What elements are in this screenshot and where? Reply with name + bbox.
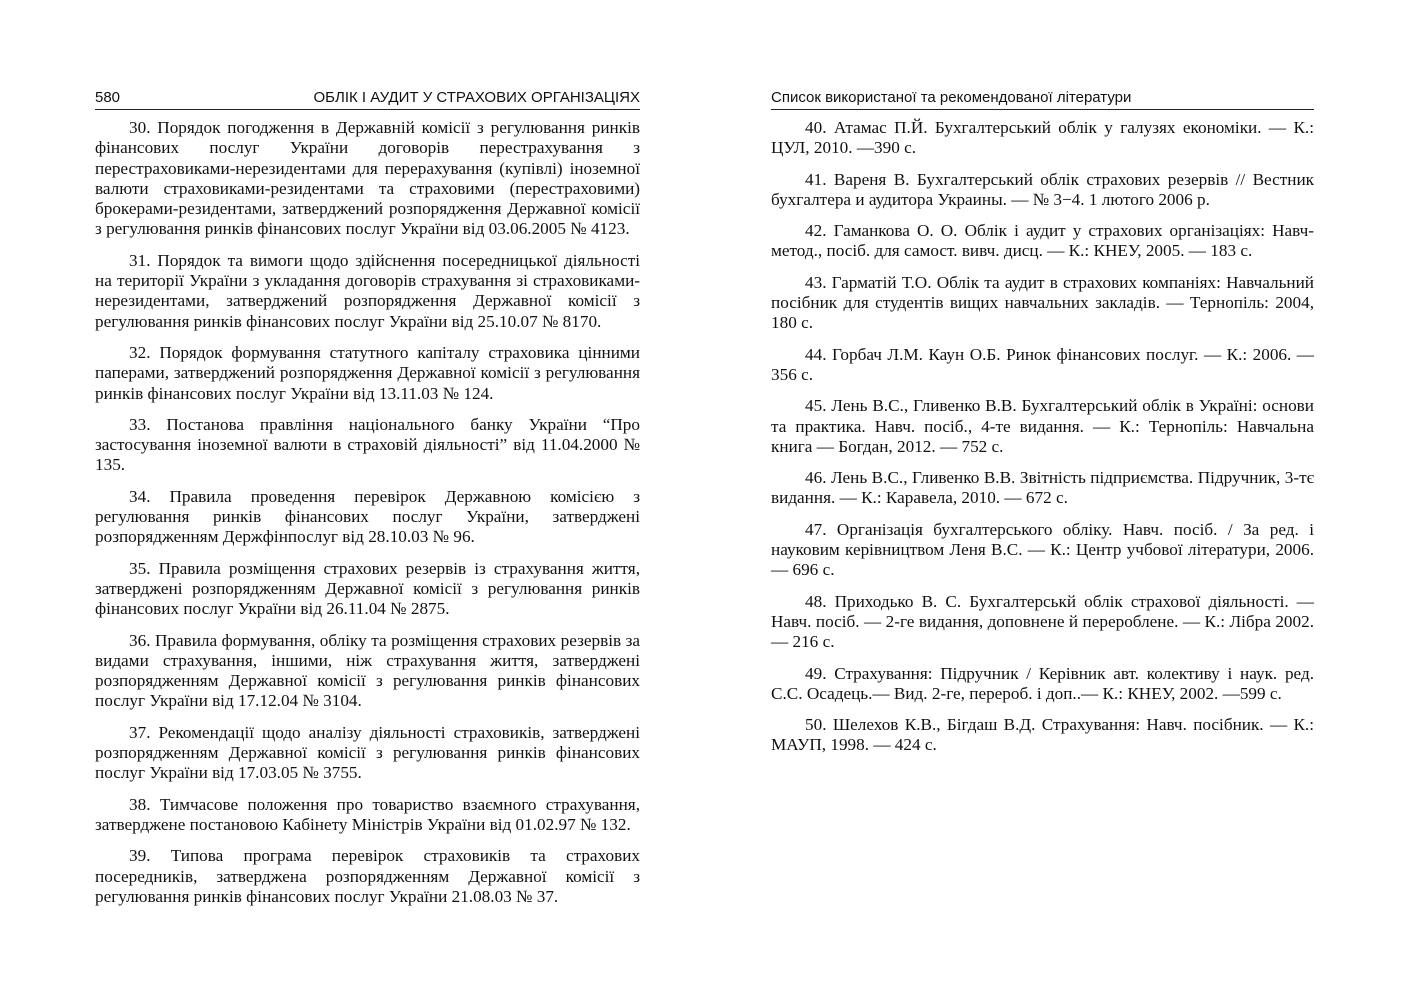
reference-entry: 33. Постанова правління національного банку України “Про застосування іноземної валюти в страховій діяльності” від 11.04.2000 № 135. (95, 414, 640, 475)
reference-entry: 50. Шелехов К.В., Бігдаш В.Д. Страхування: Навч. посібник. — К.: МАУП, 1998. — 424 с. (771, 715, 1314, 755)
reference-entry: 41. Вареня В. Бухгалтерський облік страхових резервів // Вестник бухгалтера и аудитора Украины. — № 3−4. 1 лютого 2006 р. (771, 169, 1314, 209)
reference-entry: 30. Порядок погодження в Державній комісії з регулювання ринків фінансових послуг України договорів перестрахування з перестраховиками-нерезидентами для перерахування (купівлі) іноземної валюти страховиками-резидентами та страховими (перестраховими) брокерами-резидентами, затверджений розпорядження Державної комісії з регулювання ринків фінансових послуг України від 03.06.2005 № 4123. (95, 118, 640, 239)
reference-entry: 36. Правила формування, обліку та розміщення страхових резервів за видами страхування, іншими, ніж страхування життя, затверджені розпорядженням Державної комісії з регулювання ринків фінансових послуг України від 17.12.04 № 3104. (95, 630, 640, 711)
left-page (95, 88, 640, 918)
right-reference-list (771, 118, 1314, 756)
book-title-header: ОБЛІК І АУДИТ У СТРАХОВИХ ОРГАНІЗАЦІЯХ (313, 89, 640, 106)
right-page (771, 88, 1314, 767)
reference-entry: 49. Страхування: Підручник / Керівник авт. колективу і наук. ред. С.С. Осадець.— Вид. 2-ге, перероб. і доп..— К.: КНЕУ, 2002. —599 с. (771, 663, 1314, 703)
left-running-head (95, 88, 640, 110)
reference-entry: 42. Гаманкова О. О. Облік і аудит у страхових організаціях: Навч-метод., посіб. для самост. вивч. дисц. — К.: КНЕУ, 2005. — 183 с. (771, 221, 1314, 261)
reference-entry: 39. Типова програма перевірок страховиків та страхових посередників, затверджена розпорядженням Державної комісії з регулювання ринків фінансових послуг України 21.08.03 № 37. (95, 846, 640, 906)
section-title-header: Список використаної та рекомендованої літератури (771, 89, 1132, 106)
reference-entry: 48. Приходько В. С. Бухгалтерськй облік страхової діяльності. — Навч. посіб. — 2-ге видання, доповнене й перероблене. — К.: Лібра 2002.— 216 с. (771, 591, 1314, 652)
reference-entry: 46. Лень В.С., Гливенко В.В. Звітність підприємства. Підручник, 3-тє видання. — К.: Каравела, 2010. — 672 с. (771, 468, 1314, 508)
reference-entry: 40. Атамас П.Й. Бухгалтерський облік у галузях економіки. — К.: ЦУЛ, 2010. —390 с. (771, 118, 1314, 158)
reference-entry: 37. Рекомендації щодо аналізу діяльності страховиків, затверджені розпорядженням Державної комісії з регулювання ринків фінансових послуг України від 17.03.05 № 3755. (95, 722, 640, 783)
reference-entry: 31. Порядок та вимоги щодо здійснення посередницької діяльності на території України з укладання договорів страхування зі страховиками-нерезидентами, затверджений розпорядження Державної комісії з регулювання ринків фінансових послуг України від 25.10.07 № 8170. (95, 250, 640, 331)
reference-entry: 43. Гарматій Т.О. Облік та аудит в страхових компаніях: Навчальний посібник для студентів вищих навчальних закладів. — Тернопіль: 2004, 180 с. (771, 272, 1314, 333)
reference-entry: 47. Організація бухгалтерського обліку. Навч. посіб. / За ред. і науковим керівництвом Леня В.С. — К.: Центр учбової літератури, 2006. — 696 с. (771, 519, 1314, 580)
reference-entry: 34. Правила проведення перевірок Державною комісією з регулювання ринків фінансових послуг України, затверджені розпорядженням Держфінпослуг від 28.10.03 № 96. (95, 486, 640, 547)
reference-entry: 45. Лень В.С., Гливенко В.В. Бухгалтерський облік в Україні: основи та практика. Навч. посіб., 4-те видання. — К.: Тернопіль: Навчальна книга — Богдан, 2012. — 752 с. (771, 396, 1314, 456)
page-number: 580 (95, 89, 121, 106)
left-reference-list (95, 118, 640, 907)
reference-entry: 35. Правила розміщення страхових резервів із страхування життя, затверджені розпорядженням Державної комісії з регулювання ринків фінансових послуг України від 26.11.04 № 2875. (95, 558, 640, 619)
reference-entry: 38. Тимчасове положення про товариство взаємного страхування, затверджене постановою Кабінету Міністрів України від 01.02.97 № 132. (95, 794, 640, 834)
reference-entry: 44. Горбач Л.М. Каун О.Б. Ринок фінансових послуг. — К.: 2006. — 356 с. (771, 344, 1314, 384)
right-running-head (771, 88, 1314, 110)
reference-entry: 32. Порядок формування статутного капіталу страховика цінними паперами, затверджений розпорядження Державної комісії з регулювання ринків фінансових послуг України від 13.11.03 № 124. (95, 342, 640, 403)
